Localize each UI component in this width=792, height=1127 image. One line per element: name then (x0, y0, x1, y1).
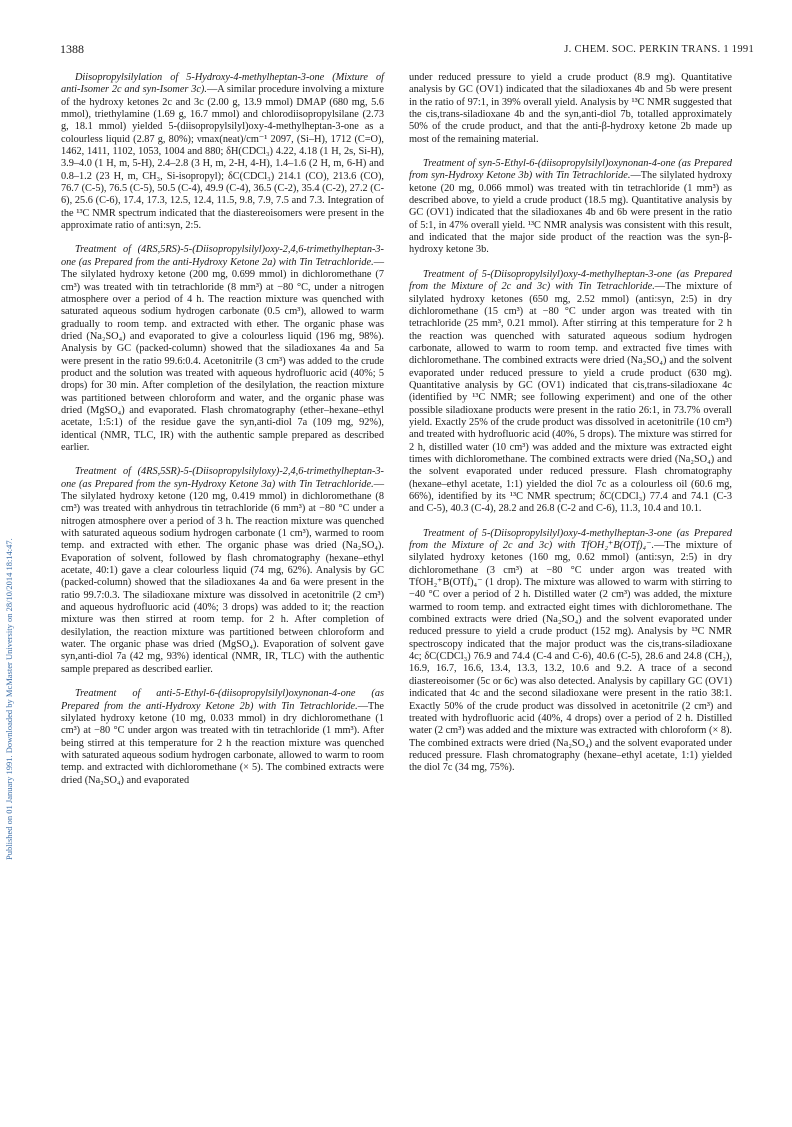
paragraph-body: —A similar procedure involving a mixture of the hydroxy ketones 2c and 3c (2.00 g, 13.9 mmol) DMAP (680 mg, 5.6 mmol), triethylamine (1.69 g, 16.7 mmol) and chlorodiisopropylsilane (2.73 g, 18.1 mmol) yielded 5-(diisopropylsilyl)oxy-4-methylheptan-3-one as a colourless liquid (2.87 g, 80%); νmax(neat)/cm⁻¹ 2097, (Si–H), 1712 (C=O), 1462, 1411, 1102, 1053, 1004 and 880; δH(CDCl₃) 4.22, 4.18 (1 H, 2s, Si-H), 3.9–4.0 (1 H, m, 5-H), 2.4–2.8 (3 H, m, 2-H, 4-H), 1.4–1.6 (2 H, m, 6-H) and 0.8–1.2 (23 H, m, CH₃, Si-isopropyl); δC(CDCl₃) 214.1 (CO), 213.6 (CO), 76.7 (C-5), 76.5 (C-5), 50.5 (C-4), 49.9 (C-4), 36.5 (C-2), 35.4 (C-2), 27.2 (C-6), 25.6 (C-6), 17.4, 17.3, 12.5, 12.4, 11.5, 9.8, 7.9, 7.5 and 7.3. Integration of the ¹³C NMR spectrum indicated that the diastereoisomers were present in the approximate ratio of anti:syn, 2:5. (61, 84, 384, 232)
paragraph-treatment-3b (409, 158, 732, 257)
paragraph-body: —The mixture of silylated hydroxy ketones (160 mg, 0.62 mmol) (anti:syn, 2:5) in dry dichloromethane (3 cm³) at −80 °C under argon was treated with TfOH₂⁺B(OTf)₄⁻ (1 drop). The mixture was allowed to warm with stirring to −40 °C over a period of 2 h. Distilled water (2 cm³) was added, the mixture warmed to room temp. and extracted eight times with dichloromethane. The combined extracts were dried (Na₂SO₄) and the solvent evaporated under reduced pressure to yield a crude product (152 mg). Analysis by ¹³C NMR spectroscopy indicated that the major product was the cis,trans-siladioxane 4c; δC(CDCl₃) 76.9 and 74.4 (C-4 and C-6), 40.6 (C-5), 28.6 and 24.8 (CH₂), 16.9, 16.7, 16.6, 13.4, 13.3, 13.2, 10.6 and 9.2. A trace of a second diastereoisomer (5c or 6c) was also detected. Analysis by capillary GC (OV1) indicated that 4c and the second siladioxane were present in the ratio 38:1. Exactly 50% of the crude product was dissolved in acetonitrile (2 cm³) and treated with hydrofluoric acid (40%, 4 drops) over a period of 2 h. Distilled water (2 cm³) was added and the mixture was extracted with chloroform (× 8). The combined extracts were dried (Na₂SO₄) and the solvent evaporated under reduced pressure. Flash chromatography (hexane–ethyl acetate, 1:1) yielded the diol 7c (34 mg, 75%). (409, 540, 733, 774)
paragraph-body: —The silylated hydroxy ketone (120 mg, 0.419 mmol) in dichloromethane (8 cm³) was treated with anhydrous tin tetrachloride (6 mm³) at −80 °C under a nitrogen atmosphere over a period of 3 h. The reaction mixture was quenched with saturated aqueous sodium hydrogen carbonate (1 cm³), warmed to room temp. and extracted with ether. The organic phase was dried (Na₂SO₄). Evaporation of solvent, followed by flash chromatography (hexane–ethyl acetate, 40:1) gave a clear colourless liquid (74 mg, 62%). Analysis by GC (packed-column) showed that the siladioxanes 4a and 6a were present in the ratio 99.7:0.3. The siladioxane mixture was dissolved in acetonitrile (2 cm³) and aqueous hydrofluoric acid (40%; 3 drops) was added to it; the reaction mixture was then stirred at room temp. for 2 h. After completion of desilylation, the reaction mixture was partitioned between chloroform and water. The organic phase was dried (MgSO₄). Evaporation of solvent gave syn,anti-diol 7a (42 mg, 93%) identical (NMR, IR, TLC) with the authentic sample prepared as described earlier. (61, 478, 384, 675)
paragraph-treatment-mixture-sncl4 (409, 269, 732, 516)
journal-header: J. CHEM. SOC. PERKIN TRANS. 1 1991 (564, 44, 754, 55)
paragraph-title: Treatment of (4RS,5RS)-5-(Diisopropylsilyl)oxy-2,4,6-trimethylheptan-3-one (as Prepared from the anti-Hydroxy Ketone 2a) with Tin Tetrachloride. (61, 244, 384, 268)
paragraph-treatment-3a (61, 466, 384, 676)
left-column (61, 72, 384, 799)
paragraph-diisopropylsilylation (61, 72, 384, 232)
paragraph-title: Treatment of 5-(Diisopropylsilyl)oxy-4-methylheptan-3-one (as Prepared from the Mixture of 2c and 3c) with TfOH₂⁺B(OTf)₄⁻. (409, 527, 732, 552)
paragraph-title: Treatment of anti-5-Ethyl-6-(diisopropylsilyl)oxynonan-4-one (as Prepared from the anti-Hydroxy Ketone 2b) with Tin Tetrachloride. (61, 688, 384, 712)
page-number: 1388 (60, 42, 84, 56)
paragraph-treatment-2a (61, 244, 384, 454)
paragraph-treatment-mixture-tfoh (409, 528, 732, 775)
paragraph-body: —The silylated hydroxy ketone (20 mg, 0.066 mmol) was treated with tin tetrachloride (1 mm³) as described above, to yield a crude product (18.5 mg). Quantitative analysis by GC (OV1) indicated that the siladioxanes 4b and 6b were present in the ratio of 5:1, in 47% overall yield. ¹³C NMR analysis was consistent with this result, and indicated that the major side product of the reaction was the syn-β-hydroxy ketone 3b. (409, 170, 732, 256)
right-column (409, 72, 732, 787)
paragraph-title: Treatment of syn-5-Ethyl-6-(diisopropylsilyl)oxynonan-4-one (as Prepared from syn-Hydroxy Ketone 3b) with Tin Tetrachloride. (409, 158, 732, 182)
paragraph-treatment-2b (61, 688, 384, 787)
paragraph-body: —The silylated hydroxy ketone (10 mg, 0.033 mmol) in dry dichloromethane (1 cm³) at −80 °C under argon was treated with tin tetrachloride (1 mm³). After being stirred at this temperature for 2 h the reaction mixture was quenched with saturated aqueous sodium hydrogen carbonate, allowed to warm to room temp. and extracted with dichloromethane (× 5). The combined extracts were dried (Na₂SO₄) and evaporated (61, 700, 384, 786)
paragraph-body: —The mixture of silylated hydroxy ketones (650 mg, 2.52 mmol) (anti:syn, 2:5) in dry dichloromethane (15 cm³) at −80 °C under argon was treated with tin tetrachloride (25 mm³, 0.21 mmol). After stirring at this temperature for 2 h the reaction was quenched with saturated aqueous sodium hydrogen carbonate, allowed to warm to room temp. and extracted five times with dichloromethane. The combined extracts were dried (Na₂SO₄) and the solvent evaporated under reduced pressure to yield a crude product (630 mg). Quantitative analysis by GC (OV1) indicated that cis,trans-siladioxane 4c (identified by ¹³C NMR; see following experiment) and one of the other possible siladioxane products were present in the ratio 26:1, in 73.7% overall yield. Exactly 25% of the crude product was dissolved in acetonitrile (10 cm³) and treated with hydrofluoric acid (40%, 5 drops). The mixture was stirred for 2 h, distilled water (10 cm³) was added and the mixture was extracted eight times with dichloromethane. The combined extracts were dried (Na₂SO₄) and the solvent evaporated under reduced pressure. Flash chromatography (hexane–ethyl acetate, 1:1) yielded the diol 7c as a colourless oil (60.6 mg, 66%), identified by its ¹³C NMR spectrum; δC(CDCl₃) 77.4 and 74.1 (C-3 and C-5), 40.3 (C-4), 28.2 and 26.8 (C-2 and C-6), 11.3, 10.4 and 10.1. (409, 281, 733, 515)
paragraph-title: Diisopropylsilylation of 5-Hydroxy-4-methylheptan-3-one (Mixture of anti-Isomer 2c and syn-Isomer 3c). (61, 72, 384, 96)
paragraph-title: Treatment of 5-(Diisopropylsilyl)oxy-4-methylheptan-3-one (as Prepared from the Mixture of 2c and 3c) with Tin Tetrachloride. (409, 268, 732, 293)
paragraph-body: —The silylated hydroxy ketone (200 mg, 0.699 mmol) in dichloromethane (7 cm³) was treated with tin tetrachloride (8 mm³) at −80 °C, under a nitrogen atmosphere over a period of 4 h. The reaction mixture was quenched with saturated aqueous sodium hydrogen carbonate (0.5 cm³), allowed to warm gradually to room temp. and extracted with ether. The organic phase was dried (Na₂SO₄) and evaporated to give a colourless liquid (196 mg, 98%). Analysis by GC (packed-column) showed that the siladioxanes 4a and 5a were present in the ratio 99.6:0.4. Acetonitrile (3 cm³) was added to the crude product and the solution was treated with aqueous hydrofluoric acid (40%; 5 drops) for 30 min. After completion of the desilylation, the reaction mixture was partitioned between chloroform and water, and the organic phase was dried (MgSO₄) and evaporated. Flash chromatography (ether–hexane–ethyl acetate, 1:5:1) of the residue gave the syn,anti-diol 7a (109 mg, 92%), identical (NMR, TLC, IR) with the authentic sample prepared as described earlier. (61, 256, 384, 453)
download-watermark: Published on 01 January 1991. Downloaded by McMaster University on 28/10/2014 18:14:47. (4, 538, 14, 860)
paragraph-body: under reduced pressure to yield a crude product (8.9 mg). Quantitative analysis by GC (OV1) indicated that the siladioxanes 4b and 5b were present in the ratio of 97:1, in 39% overall yield. Analysis by ¹³C NMR suggested that the cis,trans-siladioxane 4b and the syn,anti-diol 7b, totalled approximately 50% of the crude product, and that the anti-β-hydroxy ketone 2b made up most of the remaining material. (409, 72, 732, 145)
paragraph-continuation (409, 72, 732, 146)
paragraph-title: Treatment of (4RS,5SR)-5-(Diisopropylsilyloxy)-2,4,6-trimethylheptan-3-one (as Prepared from the syn-Hydroxy Ketone 3a) with Tin Tetrachloride. (61, 466, 384, 490)
